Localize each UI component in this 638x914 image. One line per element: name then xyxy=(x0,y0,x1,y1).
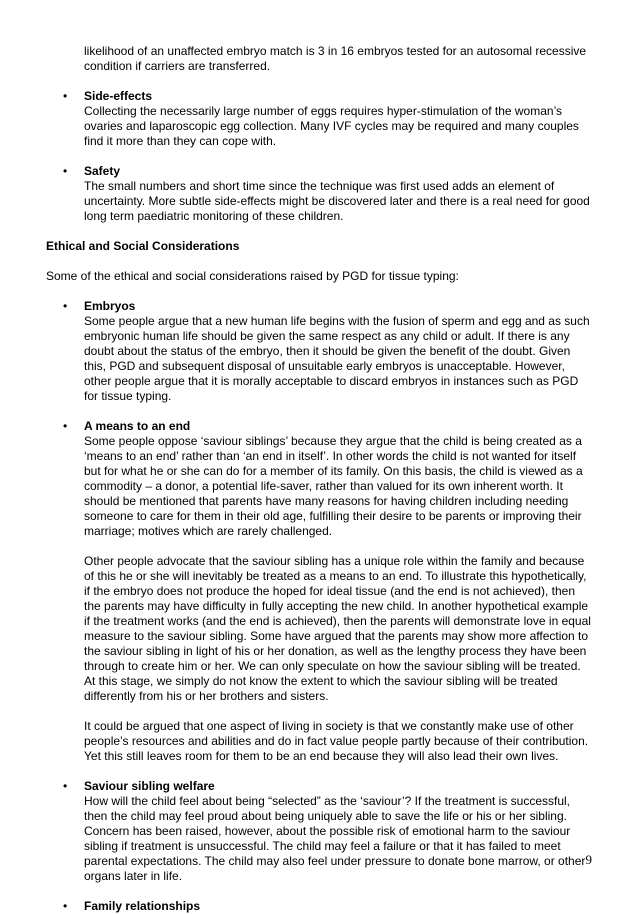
bullet-sibling-welfare xyxy=(63,779,594,884)
bullet-embryos xyxy=(63,299,594,404)
bullet-glyph: • xyxy=(63,164,68,178)
bullet-glyph: • xyxy=(63,779,68,793)
bullet-glyph: • xyxy=(63,89,68,103)
bullet-means-to-end xyxy=(63,419,594,764)
bullet-title: Family relationships xyxy=(84,899,201,913)
bullet-text: How will the child feel about being “selected” as the ‘saviour’? If the treatment is successful, then the child may feel proud about being uniquely able to save the life or his or her sibling. Concern has been raised, however, about the possible risk of emotional harm to the saviour sibling if treatment is unsuccessful. The child may feel a failure or that it has failed to meet parental expectations. The child may also feel under pressure to donate bone marrow, or other organs later in life. xyxy=(84,794,586,883)
section-intro: Some of the ethical and social considerations raised by PGD for tissue typing: xyxy=(46,269,459,283)
bullet-text: It could be argued that one aspect of living in society is that we constantly make use of other people’s resources and abilities and do in fact value people partly because of their contribution. Yet this still leaves room for them to be an end because they will also lead their own lives. xyxy=(84,719,589,763)
bullet-text: Other people advocate that the saviour sibling has a unique role within the family and because of this he or she will inevitably be treated as a means to an end. To illustrate this hypothetically, if the embryo does not produce the hoped for ideal tissue (and the end is not achieved), then the parents may have difficulty in fully accepting the new child. In another hypothetical example if the treatment works (and the end is achieved), then the parents will demonstrate love in equal measure to the saviour sibling. Some have argued that the parents may show more affection to the saviour sibling in light of his or her donation, as well as the lengthy process they have been through to create him or her. We can only speculate on how the saviour sibling will be treated. At this stage, we simply do not know the extent to which the saviour sibling will be treated differently from his or her brothers and sisters. xyxy=(84,554,591,703)
page-number: 9 xyxy=(585,852,592,867)
bullet-title: Saviour sibling welfare xyxy=(84,779,215,793)
bullet-text: Some people oppose ‘saviour siblings’ because they argue that the child is being created as a ‘means to an end’ rather than ‘an end in itself’. In other words the child is not wanted for itself but for what he or she can do for a member of its family. On this basis, the child is viewed as a commodity – a donor, a potential life-saver, rather than valued for its own inherent worth. It should be mentioned that parents have many reasons for having children including needing someone to care for them in their old age, fulfilling their desire to be parents or improving their marriage; motives which are rarely challenged. xyxy=(84,434,583,538)
intro-text: likelihood of an unaffected embryo match is 3 in 16 embryos tested for an autosomal recessive condition if carriers are transferred. xyxy=(84,44,587,73)
bullet-title: Safety xyxy=(84,164,121,178)
bullet-text: Some people argue that a new human life begins with the fusion of sperm and egg and as such embryonic human life should be given the same respect as any child or adult. If there is any doubt about the status of the embryo, then it should be given the benefit of the doubt. Given this, PGD and subsequent disposal of unsuitable early embryos is unacceptable. However, other people argue that it is morally acceptable to discard embryos in instances such as PGD for tissue typing. xyxy=(84,314,590,403)
bullet-glyph: • xyxy=(63,419,68,433)
bullet-glyph: • xyxy=(63,899,68,913)
bullet-side-effects xyxy=(63,89,594,149)
bullet-text: The small numbers and short time since the technique was first used adds an element of uncertainty. More subtle side-effects might be discovered later and there is a real need for good long term paediatric monitoring of these children. xyxy=(84,179,590,223)
bullet-title: Embryos xyxy=(84,299,136,313)
bullet-family-relationships xyxy=(63,899,594,914)
bullet-glyph: • xyxy=(63,299,68,313)
bullet-title: A means to an end xyxy=(84,419,191,433)
bullet-title: Side-effects xyxy=(84,89,153,103)
bullet-safety xyxy=(63,164,594,224)
section-heading: Ethical and Social Considerations xyxy=(46,239,240,253)
bullet-text: Collecting the necessarily large number of eggs requires hyper-stimulation of the woman’s ovaries and laparoscopic egg collection. Many IVF cycles may be required and many couples find it more than they can cope with. xyxy=(84,104,579,148)
